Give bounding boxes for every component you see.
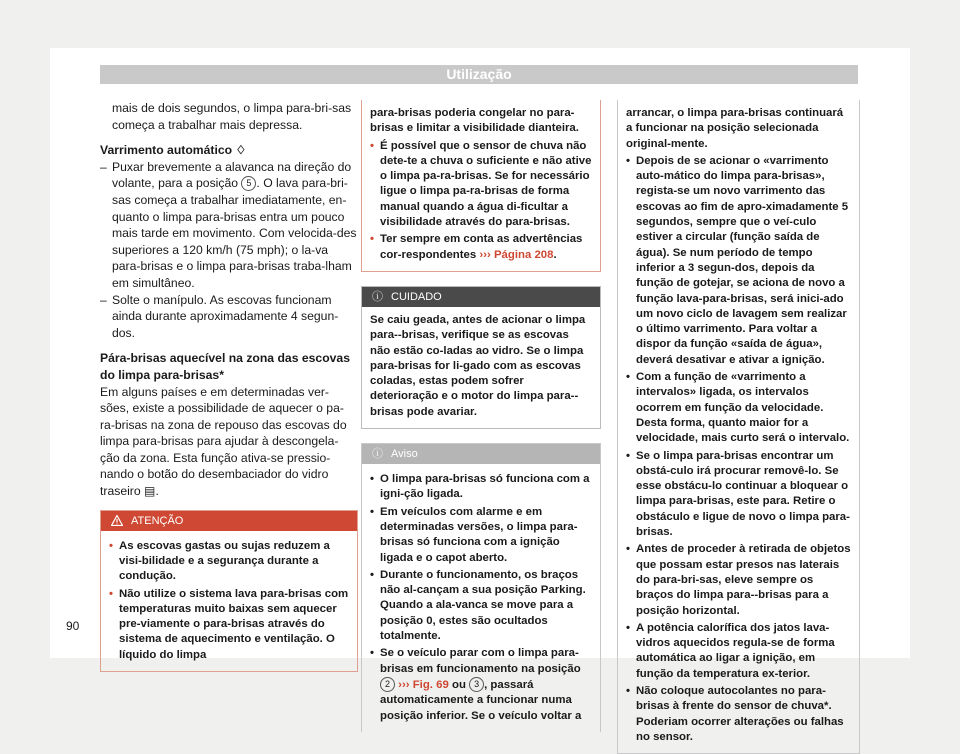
caution-box bbox=[361, 286, 601, 429]
warning-item: • É possível que o sensor de chuva não dete-te a chuva o suficiente e não ative o limpa pa-ra-brisas. Se for necessário ligue o limpa pa-ra-brisas de forma manual quando a água di-ficultar a visibilidade através do para-brisas. bbox=[370, 139, 592, 229]
position-marker: 5 bbox=[241, 176, 256, 191]
caution-header: ⓘ CUIDADO bbox=[362, 287, 600, 307]
warning-header: ATENÇÃO bbox=[101, 511, 357, 531]
figure-link[interactable]: ››› Fig. 69 bbox=[398, 678, 449, 691]
note-item: • Depois de se acionar o «varrimento auto-mático do limpa para-brisas», regista-se um novo varrimento das escovas ao fim de apro-ximadamente 5 segundos, sempre que o veí-culo estiver a circular (função saída de água). Se num período de tempo inferior a 3 segun-dos, depois da função de gotejar, se aciona de novo a função lava-para-brisas, será inici-ado um novo ciclo de lavagem sem realizar o último varrimento. Para voltar a dispor da função «saída de água», deverá desativar e ativar a ignição. bbox=[626, 154, 849, 366]
note-header: ⓘ Aviso bbox=[362, 444, 600, 464]
note-item: • Se o limpa para-brisas encontrar um obstá-culo irá procurar removê-lo. Se esse obstácu-lo continuar a bloquear o limpa para-brisas, este para. Retire o obstáculo e ligue de novo o limpa para-brisas. bbox=[626, 449, 850, 539]
auto-step-1: – Puxar brevemente a alavanca na direção do volante, para a posição 5 . O lava para-bri-sas começa a trabalhar imediatamente, en-quanto o limpa para-brisas entra um pouco mais tarde em movimento. Com velocida-des superiores a 120 km/h (75 mph); o la-va para-brisas e o limpa para-brisas traba-lham em simultâneo. bbox=[100, 159, 357, 290]
rear-defrost-icon: ▤ bbox=[144, 484, 156, 499]
heated-heading: Pára-brisas aquecível na zona das escovas do limpa para-brisas* bbox=[100, 351, 350, 382]
note-item: • O limpa para-brisas só funciona com a igni-ção ligada. bbox=[370, 473, 590, 501]
warning-box-continued bbox=[361, 100, 601, 272]
auto-step-2: – Solte o manípulo. As escovas funcionam ainda durante aproximadamente 4 segun-dos. bbox=[100, 292, 339, 340]
warning-item: • Não utilize o sistema lava para-brisas com temperaturas muito baixas sem aquecer pre-viamente o para-brisas através do sistema de aquecimento e ventilação. O líquido do limpa bbox=[109, 587, 349, 661]
position-marker: 3 bbox=[469, 677, 484, 692]
caution-text: Se caiu geada, antes de acionar o limpa para--brisas, verifique se as escovas não estão co-ladas ao vidro. Se o limpa para-brisas for li-gado com as escovas coladas, estas podem sofrer deterioração e o motor do limpa para--brisas pode avariar. bbox=[370, 313, 586, 418]
warning-item: • As escovas gastas ou sujas reduzem a visi-bilidade e a segurança durante a condução. bbox=[109, 539, 330, 583]
note-icon: ⓘ bbox=[372, 448, 383, 461]
wiper-icon: ♢ bbox=[235, 143, 247, 158]
heated-text: Em alguns países e em determinadas ver-sões, existe a possibilidade de aquecer o pa-ra-brisas na zona de repouso das escovas do limpa para-brisas para ajudar à descongela-ção da zona. Esta função ativa-se pressio-nando o botão do desembaciador do vidro traseiro ▤. bbox=[100, 384, 347, 499]
caution-icon: ⓘ bbox=[372, 290, 383, 303]
warning-icon bbox=[111, 515, 123, 526]
page-link[interactable]: ››› Página 208 bbox=[479, 248, 554, 261]
column-left bbox=[100, 100, 358, 672]
page-header: Utilização bbox=[100, 65, 858, 84]
column-right bbox=[617, 100, 860, 754]
position-marker: 2 bbox=[380, 677, 395, 692]
auto-heading: Varrimento automático ♢ bbox=[100, 143, 247, 158]
page-number: 90 bbox=[66, 619, 80, 633]
warning-item: • Ter sempre em conta as advertências cor-respondentes ››› Página 208. bbox=[370, 233, 583, 261]
note-item: • Antes de proceder à retirada de objetos que possam estar presos nas laterais do para-bri-sas, eleve sempre os braços do limpa para--brisas para a posição horizontal. bbox=[626, 543, 851, 617]
note-item: • Não coloque autocolantes no para-brisas à frente do sensor de chuva*. Poderiam ocorrer alterações ou falhas no sensor. bbox=[626, 684, 844, 743]
note-box-continued bbox=[617, 100, 860, 754]
note-item: • A potência calorífica dos jatos lava-vidros aquecidos regula-se de forma automática ao ligar a ignição, em função da temperatura ex-terior. bbox=[626, 621, 835, 680]
note-box bbox=[361, 443, 601, 732]
intro-text: mais de dois segundos, o limpa para-bri-sas começa a trabalhar mais depressa. bbox=[112, 101, 352, 132]
note-item: • Com a função de «varrimento a intervalos» ligada, os intervalos ocorrem em função da velocidade. Desta forma, quanto maior for a velocidade, mais curto será o intervalo. bbox=[626, 371, 850, 445]
note-continued-text: arrancar, o limpa para-brisas continuará a funcionar na posição selecionada original-mente. bbox=[626, 107, 844, 150]
warning-box bbox=[100, 510, 358, 672]
note-item: • Durante o funcionamento, os braços não al-cançam a sua posição Parking. Quando a ala-vanca se move para a posição 0, estes são ocultados totalmente. bbox=[370, 568, 586, 643]
warning-continued-text: para-brisas poderia congelar no para-brisas e limitar a visibilidade dianteira. bbox=[370, 107, 579, 135]
column-middle bbox=[361, 100, 601, 732]
note-item: • Se o veículo parar com o limpa para-brisas em funcionamento na posição 2 ››› Fig. 69 ou 3 , passará automaticamente a funcionar numa posição inferior. Se o veículo voltar a bbox=[370, 647, 582, 722]
note-item: • Em veículos com alarme e em determinadas versões, o limpa para-brisas só funciona com a ignição ligada e o capot aberto. bbox=[370, 505, 578, 564]
